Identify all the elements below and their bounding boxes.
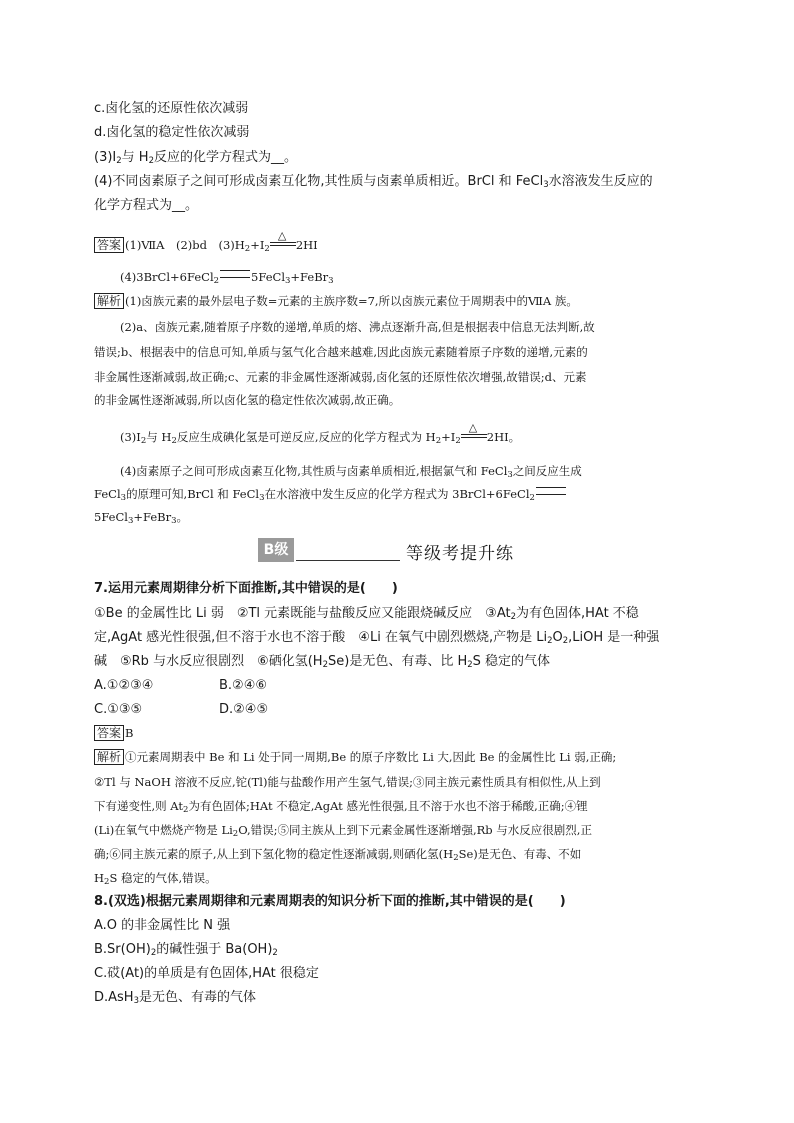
option-d: D.②④⑤ bbox=[219, 702, 269, 717]
analysis-6-line-4: 非金属性逐渐减弱,故正确;c、元素的非金属性逐渐减弱,卤化氢的还原性依次增强,故错误;d、元素 bbox=[94, 370, 587, 384]
option-c-text: c.卤化氢的还原性依次减弱 bbox=[94, 101, 249, 116]
heat-equilibrium-arrow: △ bbox=[270, 236, 296, 250]
analysis-7-line-5: 确;⑥同主族元素的原子,从上到下氢化物的稳定性逐渐减弱,则硒化氢$(H_2Se)$是无色、有毒、不如 bbox=[94, 847, 582, 863]
analysis-7-line-3: 下有递变性,则 $At_2$为有色固体;HAt 不稳定,AgAt 感光性很强,且不溶于水也不溶于稀酸,正确;④锂 bbox=[94, 799, 588, 815]
answer-tag: 答案 bbox=[94, 237, 124, 253]
banner-underline bbox=[296, 536, 400, 561]
equals-sign bbox=[536, 487, 566, 495]
analysis-6-line-2: (2)a、卤族元素,随着原子序数的递增,单质的熔、沸点逐渐升高,但是根据表中信息无法判断,故 bbox=[120, 320, 595, 334]
question-8-option-d: D.AsH$_3$是无色、有毒的气体 bbox=[94, 990, 257, 1006]
analysis-7-line-4: (Li)在氧气中燃烧产物是 $Li_2O$,错误;⑤同主族从上到下元素金属性逐渐增强,Rb 与水反应很剧烈,正 bbox=[94, 823, 592, 839]
question-8-option-a: A.O 的非金属性比 N 强 bbox=[94, 918, 231, 933]
question-8-stem: 8.(双选)根据元素周期律和元素周期表的知识分析下面的推断,其中错误的是( ) bbox=[94, 894, 566, 909]
option-a: A.①②③④ bbox=[94, 678, 154, 693]
section-banner bbox=[258, 536, 538, 564]
option-b: B.②④⑥ bbox=[219, 678, 268, 693]
analysis-7-line-1: 解析 ①元素周期表中 Be 和 Li 处于同一周期,Be 的原子序数比 Li 大,因此 Be 的金属性比 Li 弱,正确; bbox=[94, 748, 616, 766]
analysis-6-line-1: 解析 (1)卤族元素的最外层电子数=元素的主族序数=7,所以卤族元素位于周期表中的ⅦA 族。 bbox=[94, 292, 578, 310]
heat-equilibrium-arrow: △ bbox=[461, 428, 487, 442]
analysis-6-line-5: 的非金属性逐渐减弱,所以卤化氢的稳定性依次减弱,故正确。 bbox=[94, 393, 401, 407]
section-title: 等级考提升练 bbox=[406, 544, 514, 564]
analysis-6-line-7: (4)卤素原子之间可形成卤素互化物,其性质与卤素单质相近,根据氯气和 FeCl$_3$之间反应生成 bbox=[120, 464, 582, 480]
answer-6-line-2: (4)3BrCl+6FeCl$_2$ 5FeCl$_3$+FeBr$_3$ bbox=[120, 270, 334, 286]
analysis-6-line-8: FeCl$_3$的原理可知,BrCl 和 FeCl$_3$在水溶液中发生反应的化学方程式为 3BrCl+6FeCl$_2$ bbox=[94, 485, 567, 503]
question-8-option-c: C.砹(At)的单质是有色固体,HAt 很稳定 bbox=[94, 966, 319, 981]
question-7-stem: 7.运用元素周期律分析下面推断,其中错误的是( ) bbox=[94, 581, 398, 596]
question-8-option-b: $B.Sr(OH)_2$的碱性强于 $Ba(OH)_2$ bbox=[94, 942, 278, 958]
answer-7: 答案 B bbox=[94, 724, 133, 742]
analysis-6-line-3: 错误;b、根据表中的信息可知,单质与氢气化合越来越难,因此卤族元素随着原子序数的递增,元素的 bbox=[94, 345, 588, 359]
analysis-6-line-9: 5FeCl$_3$+FeBr$_3$。 bbox=[94, 510, 189, 526]
analysis-7-line-2: ②Tl 与 NaOH 溶液不反应,铊(Tl)能与盐酸作用产生氢气,错误;③同主族元素性质具有相似性,从上到 bbox=[94, 775, 601, 789]
analysis-tag: 解析 bbox=[94, 749, 124, 765]
option-c: C.①③⑤ bbox=[94, 702, 143, 717]
analysis-tag: 解析 bbox=[94, 293, 124, 309]
question-7-line-2: 定,AgAt 感光性很强,但不溶于水也不溶于酸 ④Li 在氧气中剧烈燃烧,产物是 $Li_2O_2,LiOH$ 是一种强 bbox=[94, 630, 660, 646]
equals-sign bbox=[220, 270, 250, 278]
answer-tag: 答案 bbox=[94, 725, 124, 741]
answer-6-line-1: 答案 (1)ⅦA (2)bd $(3)H_2+I_2$ △ 2HI bbox=[94, 236, 318, 254]
question-6-part-4-cont: 化学方程式为__。 bbox=[94, 198, 199, 213]
question-7-line-1: ①Be 的金属性比 Li 弱 ②Tl 元素既能与盐酸反应又能跟烧碱反应 $③At_2$为有色固体,HAt 不稳 bbox=[94, 606, 639, 622]
level-badge: B级 bbox=[258, 538, 294, 562]
question-6-part-4: (4)不同卤素原子之间可形成卤素互化物,其性质与卤素单质相近。BrCl 和 FeCl$_3$水溶液发生反应的 bbox=[94, 174, 653, 190]
question-7-line-3: 碱 ⑤Rb 与水反应很剧烈 ⑥硒化氢$(H_2Se)$是无色、有毒、比 $H_2S$ 稳定的气体 bbox=[94, 654, 551, 670]
option-d-text: d.卤化氢的稳定性依次减弱 bbox=[94, 125, 250, 140]
analysis-6-line-6: $(3)I_2$与 $H_2$反应生成碘化氢是可逆反应,反应的化学方程式为 $H_2+I_2$ △ 2HI。 bbox=[120, 421, 521, 446]
question-6-part-3: $(3)I_2$与 $H_2$反应的化学方程式为__。 bbox=[94, 150, 298, 166]
analysis-7-line-6: $H_2S$ 稳定的气体,错误。 bbox=[94, 871, 217, 887]
